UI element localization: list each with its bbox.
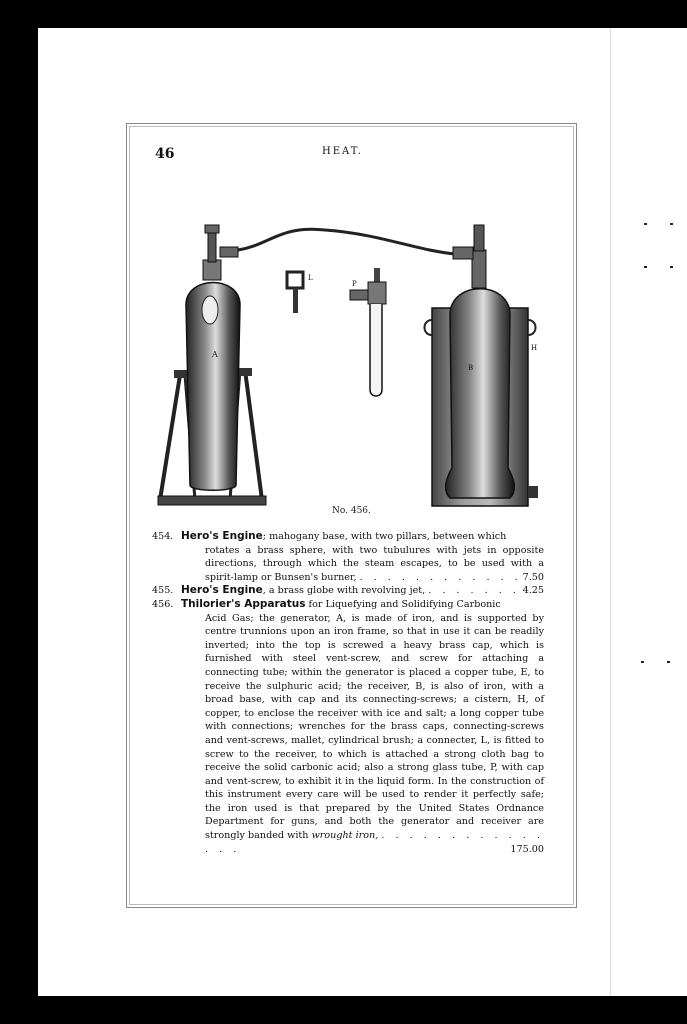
entry-text: ; mahogany base, with two pillars, between which: [262, 531, 507, 542]
entry-number: 454.: [152, 531, 174, 542]
label-p: P: [352, 280, 357, 288]
entry-name: Thilorier's Apparatus: [181, 597, 306, 610]
running-head: HEAT.: [322, 146, 364, 157]
entry-text-continued: rotates a brass sphere, with two tubulures with jets in opposite directions, through which the steam escapes, to be used with a spirit-lamp or Bunsen's burner,: [205, 544, 544, 583]
label-l: L: [308, 274, 313, 282]
entry-italic-text: wrought iron,: [311, 830, 379, 842]
entry-text-continued: Acid Gas; the generator, A, is made of iron, and is supported by centre trunnions upon an iron frame, so that in use it can be readily inverted; into the top is screwed a heavy brass cap, which is furnished with steel vent-screw, and screw for attaching a connecting tube; within the generator is placed a copper tube, E, to receive the sulphuric acid; the receiver, B, is also of iron, with a broad base, with cap and its connecting-screws; a cistern, H, of copper, to enclose the receiver with ice and salt; a long copper tube with connections; wrenches for the brass caps, connecting-screws and vent-screws, mallet, cylindrical brush; a connecter, L, is fitted to screw to the receiver, to which is attached a strong cloth bag to receive the solid carbonic acid; also a strong glass tube, P, with cap and vent-screw, to exhibit it in the liquid form. In the construction of this instrument every care will be used to render it perfectly safe; the iron used is that prepared by the United States Ordnance Department for guns, and both the generator and receiver are strongly banded with: [205, 612, 544, 842]
receiver-b: [446, 225, 515, 498]
connecting-tube: [238, 229, 455, 254]
entry-text: , a brass globe with revolving jet,: [262, 585, 426, 597]
entry-number: 455.: [152, 585, 174, 597]
leader-dots: . . . . . . . . . . . .: [359, 571, 522, 583]
label-b: B: [468, 364, 474, 372]
entry-name: Hero's Engine: [181, 584, 263, 597]
entry-text: for Liquefying and Solidifying Carbonic: [305, 598, 501, 610]
leader-dots: . . . . . . .: [428, 585, 520, 597]
label-h: H: [531, 344, 538, 352]
generator-a: [186, 225, 240, 490]
figure-caption: No. 456.: [332, 506, 371, 516]
catalog-entry-456: [152, 598, 544, 856]
catalog-entry-455: [152, 584, 544, 598]
entry-price: 7.50: [522, 572, 544, 583]
adjacent-page-edge: [610, 28, 687, 996]
catalog-entries: [152, 530, 544, 856]
catalog-entry-454: [152, 530, 544, 584]
entry-price: 175.00: [510, 843, 544, 855]
thilorier-apparatus-illustration: [150, 220, 550, 515]
label-a: A: [212, 350, 218, 359]
leader-dots: . . . . . . . . . . . . . . .: [205, 830, 544, 855]
glass-tube-p: [350, 268, 386, 396]
page-number: 46: [155, 146, 175, 162]
entry-number: 456.: [152, 598, 174, 610]
entry-price: 4.25: [522, 585, 544, 597]
connecter-l: [287, 272, 313, 313]
entry-name: Hero's Engine: [181, 530, 263, 542]
